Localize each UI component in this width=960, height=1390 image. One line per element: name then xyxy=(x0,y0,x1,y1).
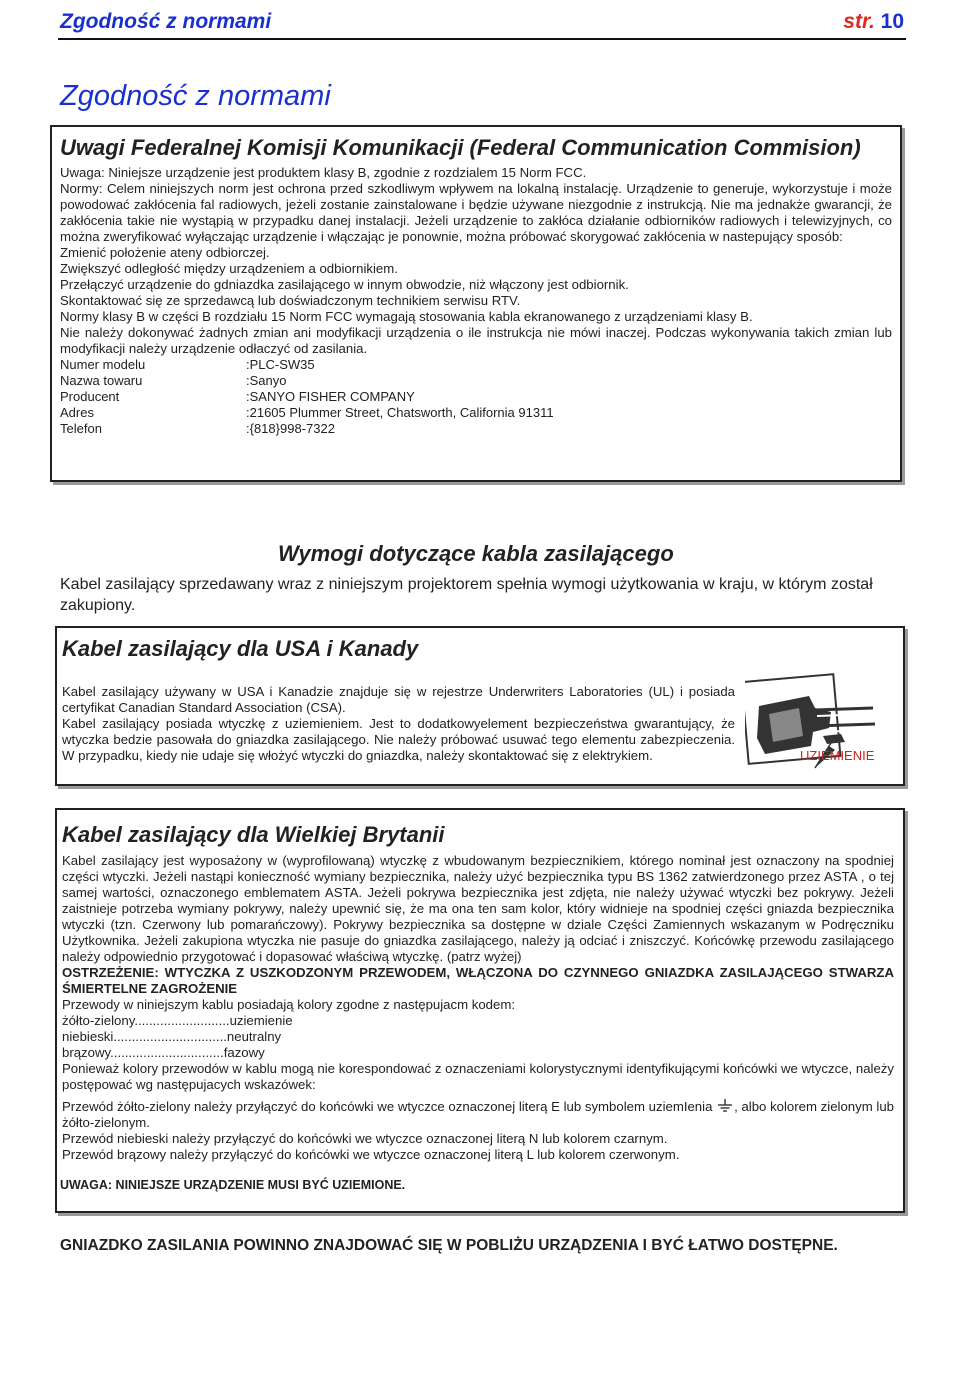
grounded-plug-icon xyxy=(745,668,885,788)
fcc-line: Normy: Celem niniejszych norm jest ochrona przed szkodliwym wpływem na lokalną instalację. Urządzenie to generuje, wykorzystuje i może powodować zakłócenia fal radiowych, jeżeli zostanie zainstalowane i będzie używane niezgodnie z instrukcją. Nie ma jednakże gwarancji, że zakłócenia takie nie wystąpią w przypadku danej instalacji. Jeżeli urządzenie to zakłóca działanie odbiorników radiowych i telewizyjnych, co można zweryfikować wyłączając urządzenie i włączając je ponownie, można próbować skorygować zakłócenia w nastepujący sposób: xyxy=(60,181,892,244)
spec-value: :{818}998-7322 xyxy=(246,421,335,436)
ground-warning: UWAGA: NINIEJSZE URZĄDZENIE MUSI BYĆ UZIEMIONE. xyxy=(60,1178,406,1192)
page-number xyxy=(843,10,904,34)
spec-key: Adres xyxy=(60,405,94,420)
spec-row xyxy=(60,405,892,421)
wire-item: brązowy...............................fazowy xyxy=(62,1045,265,1060)
uk-p3-end: , albo kolorem zielonym lub żółto-zielonym. xyxy=(62,1099,894,1130)
earth-ground-icon xyxy=(716,1099,734,1113)
spec-value: :Sanyo xyxy=(246,373,287,388)
spec-value: :SANYO FISHER COMPANY xyxy=(246,389,415,404)
header-title: Zgodność z normami xyxy=(60,10,272,33)
main-title: Zgodność z normami xyxy=(60,80,331,112)
fcc-box xyxy=(50,125,902,482)
uk-p3-start: Przewód żółto-zielony należy przyłączyć do końcówki we wtyczce oznaczonej literą E lub symbolem uziemIenia xyxy=(62,1099,713,1114)
usa-box xyxy=(55,626,905,786)
wire-item: niebieski...............................neutralny xyxy=(62,1029,282,1044)
uk-p1: Kabel zasilający jest wyposażony w (wyprofilowaną) wtyczkę z wbudowanym bezpiecznikiem, którego nominał jest oznaczony na spodniej części wtyczki. Jeżeli nastąpi konieczność wymiany bezpiecznika, należy użyć bezpiecznika typu BS 1362 zatwierdzonego przez ASTA , o tej samej wartości, oznaczonego emblematem ASTA. Jeżeli pokrywa bezpiecznika jest zdjęta, nie należy używać wtyczki bez pokrywy. Jeżeli zaistnieje potrzeba wymiany pokrywy, należy upewnić się, że ma ona ten sam kolor, który widnieje na spodniej części gniazda bezpiecznika wtyczki (tzn. Czerwony lub pomarańczowy). Pokrywy bezpiecznika sa dostępne w dziale Części Zamiennych wskazanym w Podręczniku Użytkownika. Jeżeli zakupiona wtyczka nie pasuje do gniazdka zasilającego, należy ją odciać i zniszczyć. Końcówkę przewodu zasilającego należy odpowiednio przygotować i dopasować właściwą wtyczkę. (patrz wyżej) xyxy=(62,853,894,964)
uk-box xyxy=(55,808,905,1213)
cable-req-text: Kabel zasilający sprzedawany wraz z niniejszym projektorem spełnia wymogi użytkowania w kraju, w którym został zakupiony. xyxy=(60,576,873,614)
page-number-value: 10 xyxy=(880,10,904,33)
ground-label: UZIEMIENIE xyxy=(800,748,875,763)
fcc-line: Zwiększyć odległość między urządzeniem a odbiornikiem. xyxy=(60,261,398,276)
uk-title: Kabel zasilający dla Wielkiej Brytanii xyxy=(62,822,445,847)
spec-row xyxy=(60,389,892,405)
wire-item: żółto-zielony..........................uziemienie xyxy=(62,1013,293,1028)
fcc-line: Nie należy dokonywać żadnych zmian ani modyfikacji urządzenia o ile instrukcja nie mówi inaczej. Podczas wykonywania takich zmian lub modyfikacji należy urządzenie odłaczyć od zasilania. xyxy=(60,325,892,356)
spec-row xyxy=(60,357,892,373)
cable-req-title: Wymogi dotyczące kabla zasilającego xyxy=(278,541,674,566)
uk-p2: Ponieważ kolory przewodów w kablu mogą nie korespondować z oznaczeniami kolorystycznymi identyfikującymi końcówki we wtyczce, należy postępować wg następujacych wskazówek: xyxy=(62,1061,894,1092)
uk-warning: OSTRZEŻENIE: WTYCZKA Z USZKODZONYM PRZEWODEM, WŁĄCZONA DO CZYNNEGO GNIAZDKA ZASILAJĄCEGO STWARZA ŚMIERTELNE ZAGROŻENIE xyxy=(62,965,894,996)
page-label: str. xyxy=(843,10,875,33)
usa-p1: Kabel zasilający używany w USA i Kanadzie znajduje się w rejestrze Underwriters Laboratories (UL) i posiada certyfikat Canadian Standard Association (CSA). xyxy=(62,684,735,715)
fcc-line: Uwaga: Niniejsze urządzenie jest produktem klasy B, zgodnie z rozdzialem 15 Norm FCC. xyxy=(60,165,587,180)
spec-key: Numer modelu xyxy=(60,357,146,372)
uk-p3 xyxy=(62,1099,894,1131)
spec-table xyxy=(60,357,892,437)
page-header xyxy=(58,8,906,40)
uk-p4: Przewód niebieski należy przyłączyć do końcówki we wtyczce oznaczonej literą N lub kolorem czarnym. xyxy=(62,1131,668,1146)
fcc-line: Skontaktować się ze sprzedawcą lub doświadczonym technikiem serwisu RTV. xyxy=(60,293,521,308)
usa-p2: Kabel zasilający posiada wtyczkę z uziemieniem. Jest to dodatkowyelement bezpieczeństwa gwarantujący, że wtyczka bedzie pasowała do gniazdka zasilającego. Nie należy próbować usuwać tego elementu zabezpieczenia. W przypadku, kiedy nie udaje się włożyć wtyczki do gniazdka, należy skontaktować się z elektrykiem. xyxy=(62,716,735,763)
spec-value: :PLC-SW35 xyxy=(246,357,315,372)
uk-p5: Przewód brązowy należy przyłączyć do końcówki we wtyczce oznaczonej literą L lub kolorem czerwonym. xyxy=(62,1147,680,1162)
fcc-text xyxy=(60,165,892,437)
usa-text xyxy=(62,684,735,764)
fcc-line: Zmienić położenie ateny odbiorczej. xyxy=(60,245,270,260)
spec-key: Producent xyxy=(60,389,120,404)
fcc-line: Normy klasy B w części B rozdziału 15 Norm FCC wymagają stosowania kabla ekranowanego z urządzeniami klasy B. xyxy=(60,309,753,324)
spec-value: :21605 Plummer Street, Chatsworth, California 91311 xyxy=(246,405,554,420)
usa-title: Kabel zasilający dla USA i Kanady xyxy=(62,636,419,661)
spec-key: Telefon xyxy=(60,421,102,436)
spec-key: Nazwa towaru xyxy=(60,373,143,388)
fcc-line: Przełączyć urządzenie do gdniazdka zasilającego w innym obwodzie, niż włączony jest odbiornik. xyxy=(60,277,629,292)
uk-text xyxy=(62,853,894,1163)
uk-wires-intro: Przewody w niniejszym kablu posiadają kolory zgodne z następujacm kodem: xyxy=(62,997,515,1012)
socket-warning: GNIAZDKO ZASILANIA POWINNO ZNAJDOWAĆ SIĘ W POBLIŻU URZĄDZENIA I BYĆ ŁATWO DOSTĘPNE. xyxy=(60,1237,838,1254)
fcc-title: Uwagi Federalnej Komisji Komunikacji (Federal Communication Commision) xyxy=(60,135,861,160)
spec-row xyxy=(60,373,892,389)
spec-row xyxy=(60,421,892,437)
